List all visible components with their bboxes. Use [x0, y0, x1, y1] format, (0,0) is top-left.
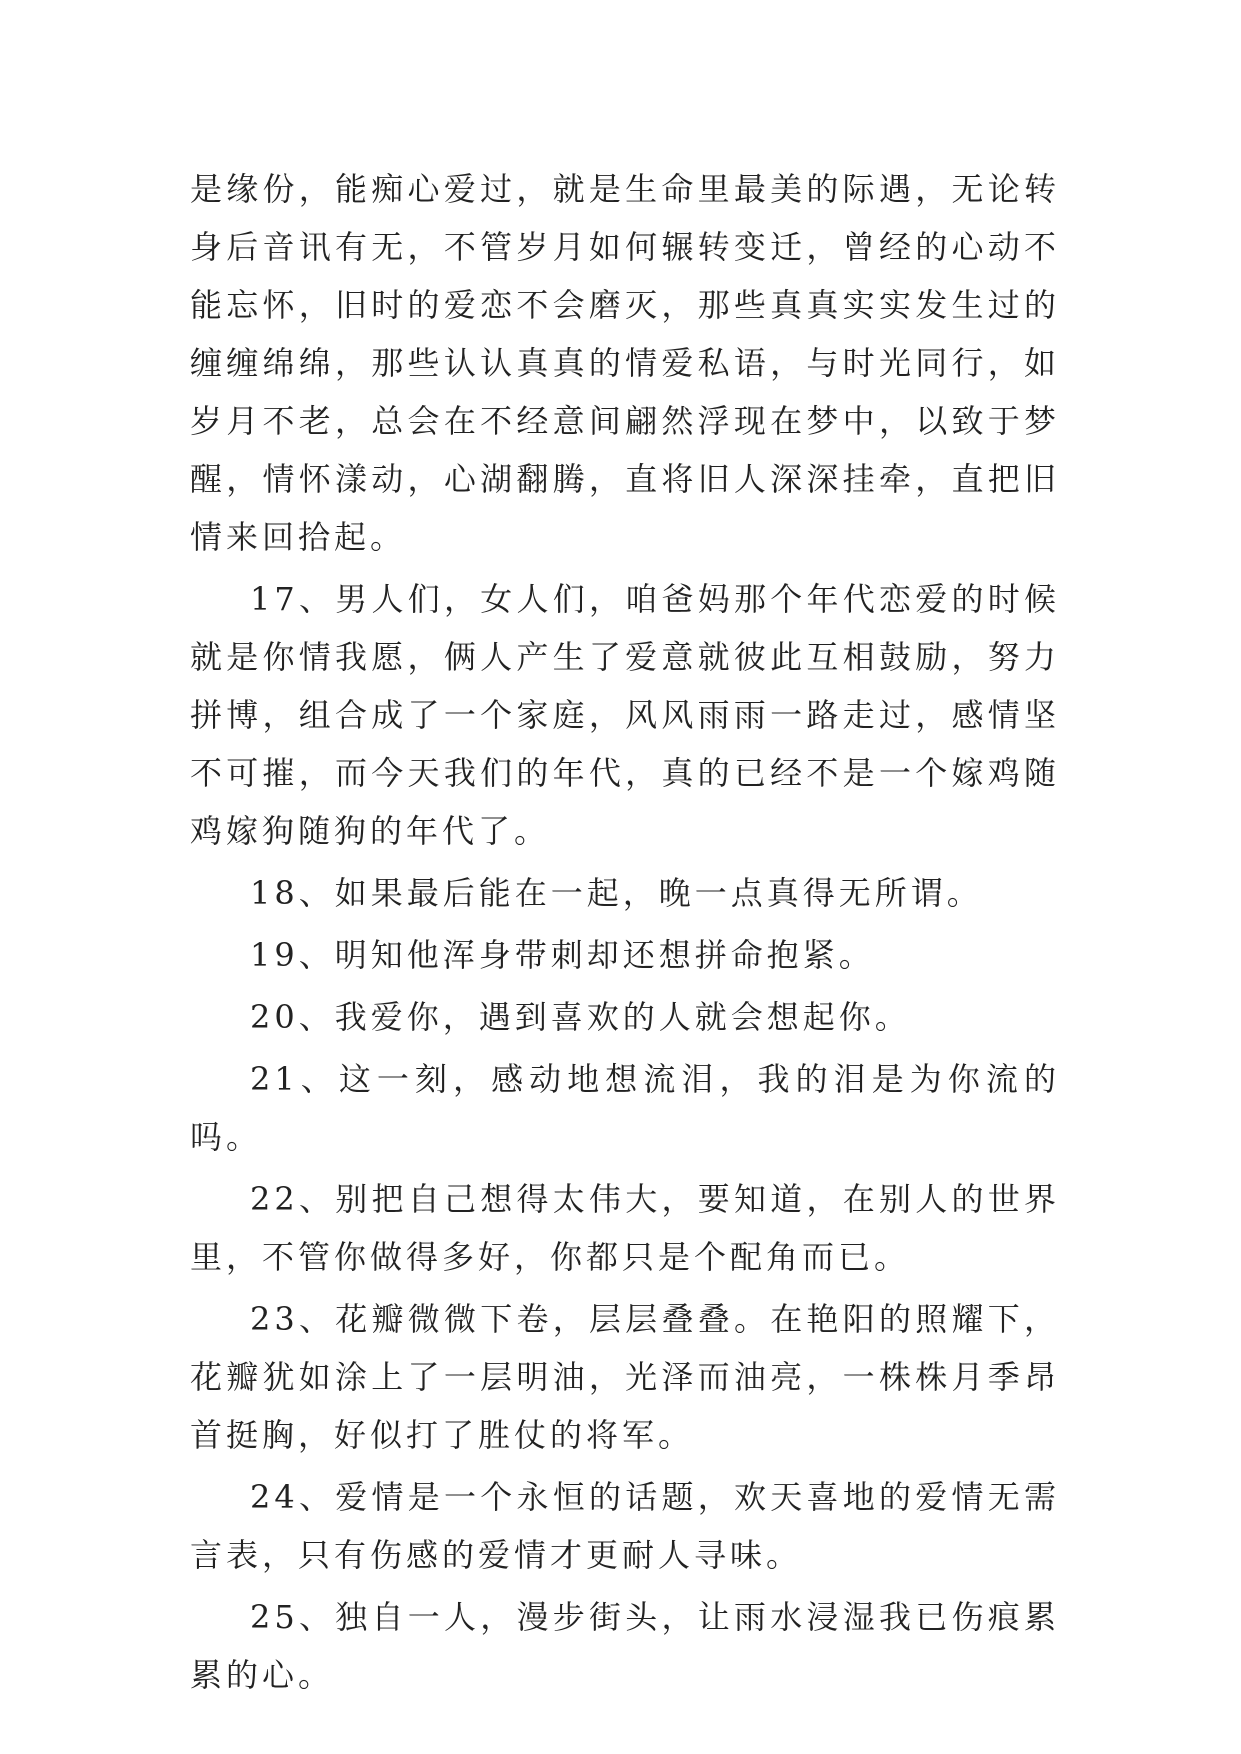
paragraph-20: 20、我爱你，遇到喜欢的人就会想起你。	[250, 998, 911, 1036]
paragraph-19: 19、明知他浑身带刺却还想拼命抱紧。	[250, 936, 875, 974]
paragraph-23: 23、花瓣微微下卷，层层叠叠。在艳阳的照耀下，花瓣犹如涂上了一层明油，光泽而油亮，一株株月季昂首挺胸，好似打了胜仗的将军。	[190, 1300, 1060, 1454]
paragraph-18: 18、如果最后能在一起，晚一点真得无所谓。	[250, 874, 983, 912]
document-body	[190, 160, 1060, 1708]
paragraph-17: 17、男人们，女人们，咱爸妈那个年代恋爱的时候就是你情我愿，俩人产生了爱意就彼此互相鼓励，努力拼博，组合成了一个家庭，风风雨雨一路走过，感情坚不可摧，而今天我们的年代，真的已经不是一个嫁鸡随鸡嫁狗随狗的年代了。	[190, 580, 1060, 850]
paragraph-24: 24、爱情是一个永恒的话题，欢天喜地的爱情无需言表，只有伤感的爱情才更耐人寻味。	[190, 1478, 1060, 1574]
paragraph-21: 21、这一刻，感动地想流泪，我的泪是为你流的吗。	[190, 1060, 1060, 1156]
paragraph-22: 22、别把自己想得太伟大，要知道，在别人的世界里，不管你做得多好，你都只是个配角而已。	[190, 1180, 1060, 1276]
paragraph-continued: 是缘份，能痴心爱过，就是生命里最美的际遇，无论转身后音讯有无，不管岁月如何辗转变迁，曾经的心动不能忘怀，旧时的爱恋不会磨灭，那些真真实实发生过的缠缠绵绵，那些认认真真的情爱私语，与时光同行，如岁月不老，总会在不经意间翩然浮现在梦中，以致于梦醒，情怀漾动，心湖翻腾，直将旧人深深挂牵，直把旧情来回拾起。	[190, 170, 1060, 556]
paragraph-25: 25、独自一人，漫步街头，让雨水浸湿我已伤痕累累的心。	[190, 1598, 1060, 1694]
